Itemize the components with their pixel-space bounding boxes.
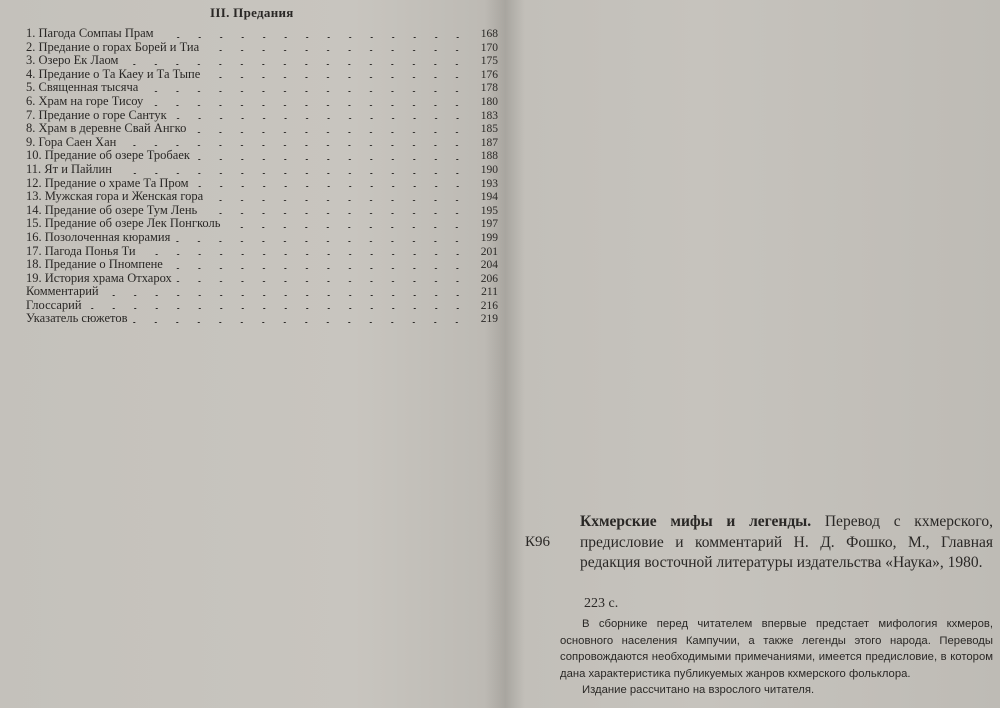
toc-entry-title: Комментарий xyxy=(26,284,99,299)
toc-entry-title: 15. Предание об озере Лек Понгколь xyxy=(26,216,221,231)
book-title: Кхмерские мифы и легенды. xyxy=(580,513,812,530)
toc-entry-title: Указатель сюжетов xyxy=(26,311,128,326)
toc-entry xyxy=(26,312,498,326)
toc-entry xyxy=(26,272,498,286)
toc-entry-page: 176 xyxy=(480,68,498,81)
leader-dots xyxy=(147,105,468,106)
toc-entry-page: 219 xyxy=(480,313,498,326)
toc-entry-page: 175 xyxy=(480,55,498,68)
toc-entry-page: 188 xyxy=(480,150,498,163)
toc-entry xyxy=(26,149,498,163)
toc-entry-page: 211 xyxy=(481,286,498,299)
audience-note: Издание рассчитано на взрослого читателя. xyxy=(582,684,815,697)
toc-entry-title: 5. Священная тысяча xyxy=(26,80,139,95)
toc-entry-title: 12. Предание о храме Та Пром xyxy=(26,175,189,190)
leader-dots xyxy=(142,91,468,92)
leader-dots xyxy=(158,37,468,38)
toc-entry-page: 204 xyxy=(480,259,498,272)
leader-dots xyxy=(174,241,468,242)
leader-dots xyxy=(86,308,468,309)
toc-entry-page: 199 xyxy=(480,231,498,244)
leader-dots xyxy=(224,227,468,228)
toc-entry-page: 190 xyxy=(480,163,498,176)
toc-entry-page: 206 xyxy=(480,272,498,285)
leader-dots xyxy=(193,186,468,187)
leader-dots xyxy=(201,213,468,214)
leader-dots xyxy=(116,173,468,174)
toc-entry xyxy=(26,217,498,231)
page-count: 223 с. xyxy=(584,596,619,611)
toc-entry xyxy=(26,54,498,68)
toc-entry xyxy=(26,68,498,82)
leader-dots xyxy=(131,322,468,323)
toc-entry-page: 194 xyxy=(480,191,498,204)
toc-entry xyxy=(26,95,498,109)
bibliographic-entry xyxy=(580,512,993,574)
toc-entry-page: 178 xyxy=(480,82,498,95)
toc-entry xyxy=(26,81,498,95)
toc-entry xyxy=(26,122,498,136)
toc-entry-title: 19. История храма Отхарох xyxy=(26,270,172,285)
toc-entry-title: 9. Гора Саен Хан xyxy=(26,134,117,149)
leader-dots xyxy=(190,132,468,133)
toc-entry-page: 195 xyxy=(480,204,498,217)
toc-entry-title: 4. Предание о Та Каеу и Та Тыпе xyxy=(26,66,201,81)
toc-entry-title: 18. Предание о Пномпене xyxy=(26,257,163,272)
leader-dots xyxy=(122,64,468,65)
toc-entry-page: 216 xyxy=(480,299,498,312)
toc-entry-page: 185 xyxy=(480,123,498,136)
abstract-text: В сборнике перед читателем впервые предстает мифология кхмеров, основного населения Кампучии, а также легенды этого народа. Переводы сопровождаются необходимыми примечаниями, имеется предисловие, в котором дана характеристика публикуемых жанров кхмерского фольклора. xyxy=(560,618,993,680)
leader-dots xyxy=(167,268,468,269)
toc-entry-page: 168 xyxy=(480,28,498,40)
table-of-contents xyxy=(26,27,498,326)
toc-entry xyxy=(26,190,498,204)
leader-dots xyxy=(176,281,468,282)
toc-entry xyxy=(26,136,498,150)
toc-entry xyxy=(26,285,498,299)
toc-entry-title: 14. Предание об озере Тум Лень xyxy=(26,202,198,217)
toc-entry-page: 197 xyxy=(480,218,498,231)
leader-dots xyxy=(204,77,468,78)
toc-entry-title: 11. Ят и Пайлин xyxy=(26,161,112,176)
leader-dots xyxy=(171,118,468,119)
toc-entry-page: 193 xyxy=(480,177,498,190)
leader-dots xyxy=(203,50,468,51)
toc-entry xyxy=(26,299,498,313)
leader-dots xyxy=(140,254,468,255)
toc-entry-title: 1. Пагода Сомпаы Прам xyxy=(26,26,154,40)
toc-entry-title: 10. Предание об озере Тробаек xyxy=(26,148,190,163)
leader-dots xyxy=(120,145,468,146)
library-code: К96 xyxy=(525,534,551,550)
toc-entry-title: 8. Храм в деревне Свай Ангко xyxy=(26,121,187,136)
toc-entry-page: 201 xyxy=(480,245,498,258)
abstract xyxy=(560,616,993,699)
toc-entry-title: 3. Озеро Ек Лаом xyxy=(26,53,119,68)
toc-entry xyxy=(26,204,498,218)
right-page xyxy=(505,0,1000,708)
toc-entry-title: 17. Пагода Понья Ти xyxy=(26,243,136,258)
toc-entry-page: 187 xyxy=(480,136,498,149)
toc-entry-page: 180 xyxy=(480,95,498,108)
leader-dots xyxy=(207,200,468,201)
toc-entry xyxy=(26,27,498,41)
leader-dots xyxy=(194,159,468,160)
toc-entry-title: 7. Предание о горе Сантук xyxy=(26,107,167,122)
leader-dots xyxy=(103,295,468,296)
toc-entry-title: 2. Предание о горах Борей и Тиа xyxy=(26,39,200,54)
toc-entry xyxy=(26,109,498,123)
toc-entry xyxy=(26,163,498,177)
toc-entry-title: 6. Храм на горе Тисоу xyxy=(26,93,144,108)
book-description: Перевод с кхмерского, предисловие и комментарий Н. Д. Фошко, М., Главная редакция восточной литературы издательства «Наука», 1980. xyxy=(580,513,993,571)
toc-heading: III. Предания xyxy=(210,5,294,20)
toc-entry xyxy=(26,177,498,191)
toc-entry xyxy=(26,41,498,55)
toc-entry-page: 183 xyxy=(480,109,498,122)
toc-entry xyxy=(26,258,498,272)
toc-entry-title: 16. Позолоченная кюрамия xyxy=(26,229,171,244)
toc-entry-title: Глоссарий xyxy=(26,297,82,312)
toc-entry-page: 170 xyxy=(480,41,498,54)
toc-entry xyxy=(26,245,498,259)
toc-entry xyxy=(26,231,498,245)
toc-entry-title: 13. Мужская гора и Женская гора xyxy=(26,189,204,204)
